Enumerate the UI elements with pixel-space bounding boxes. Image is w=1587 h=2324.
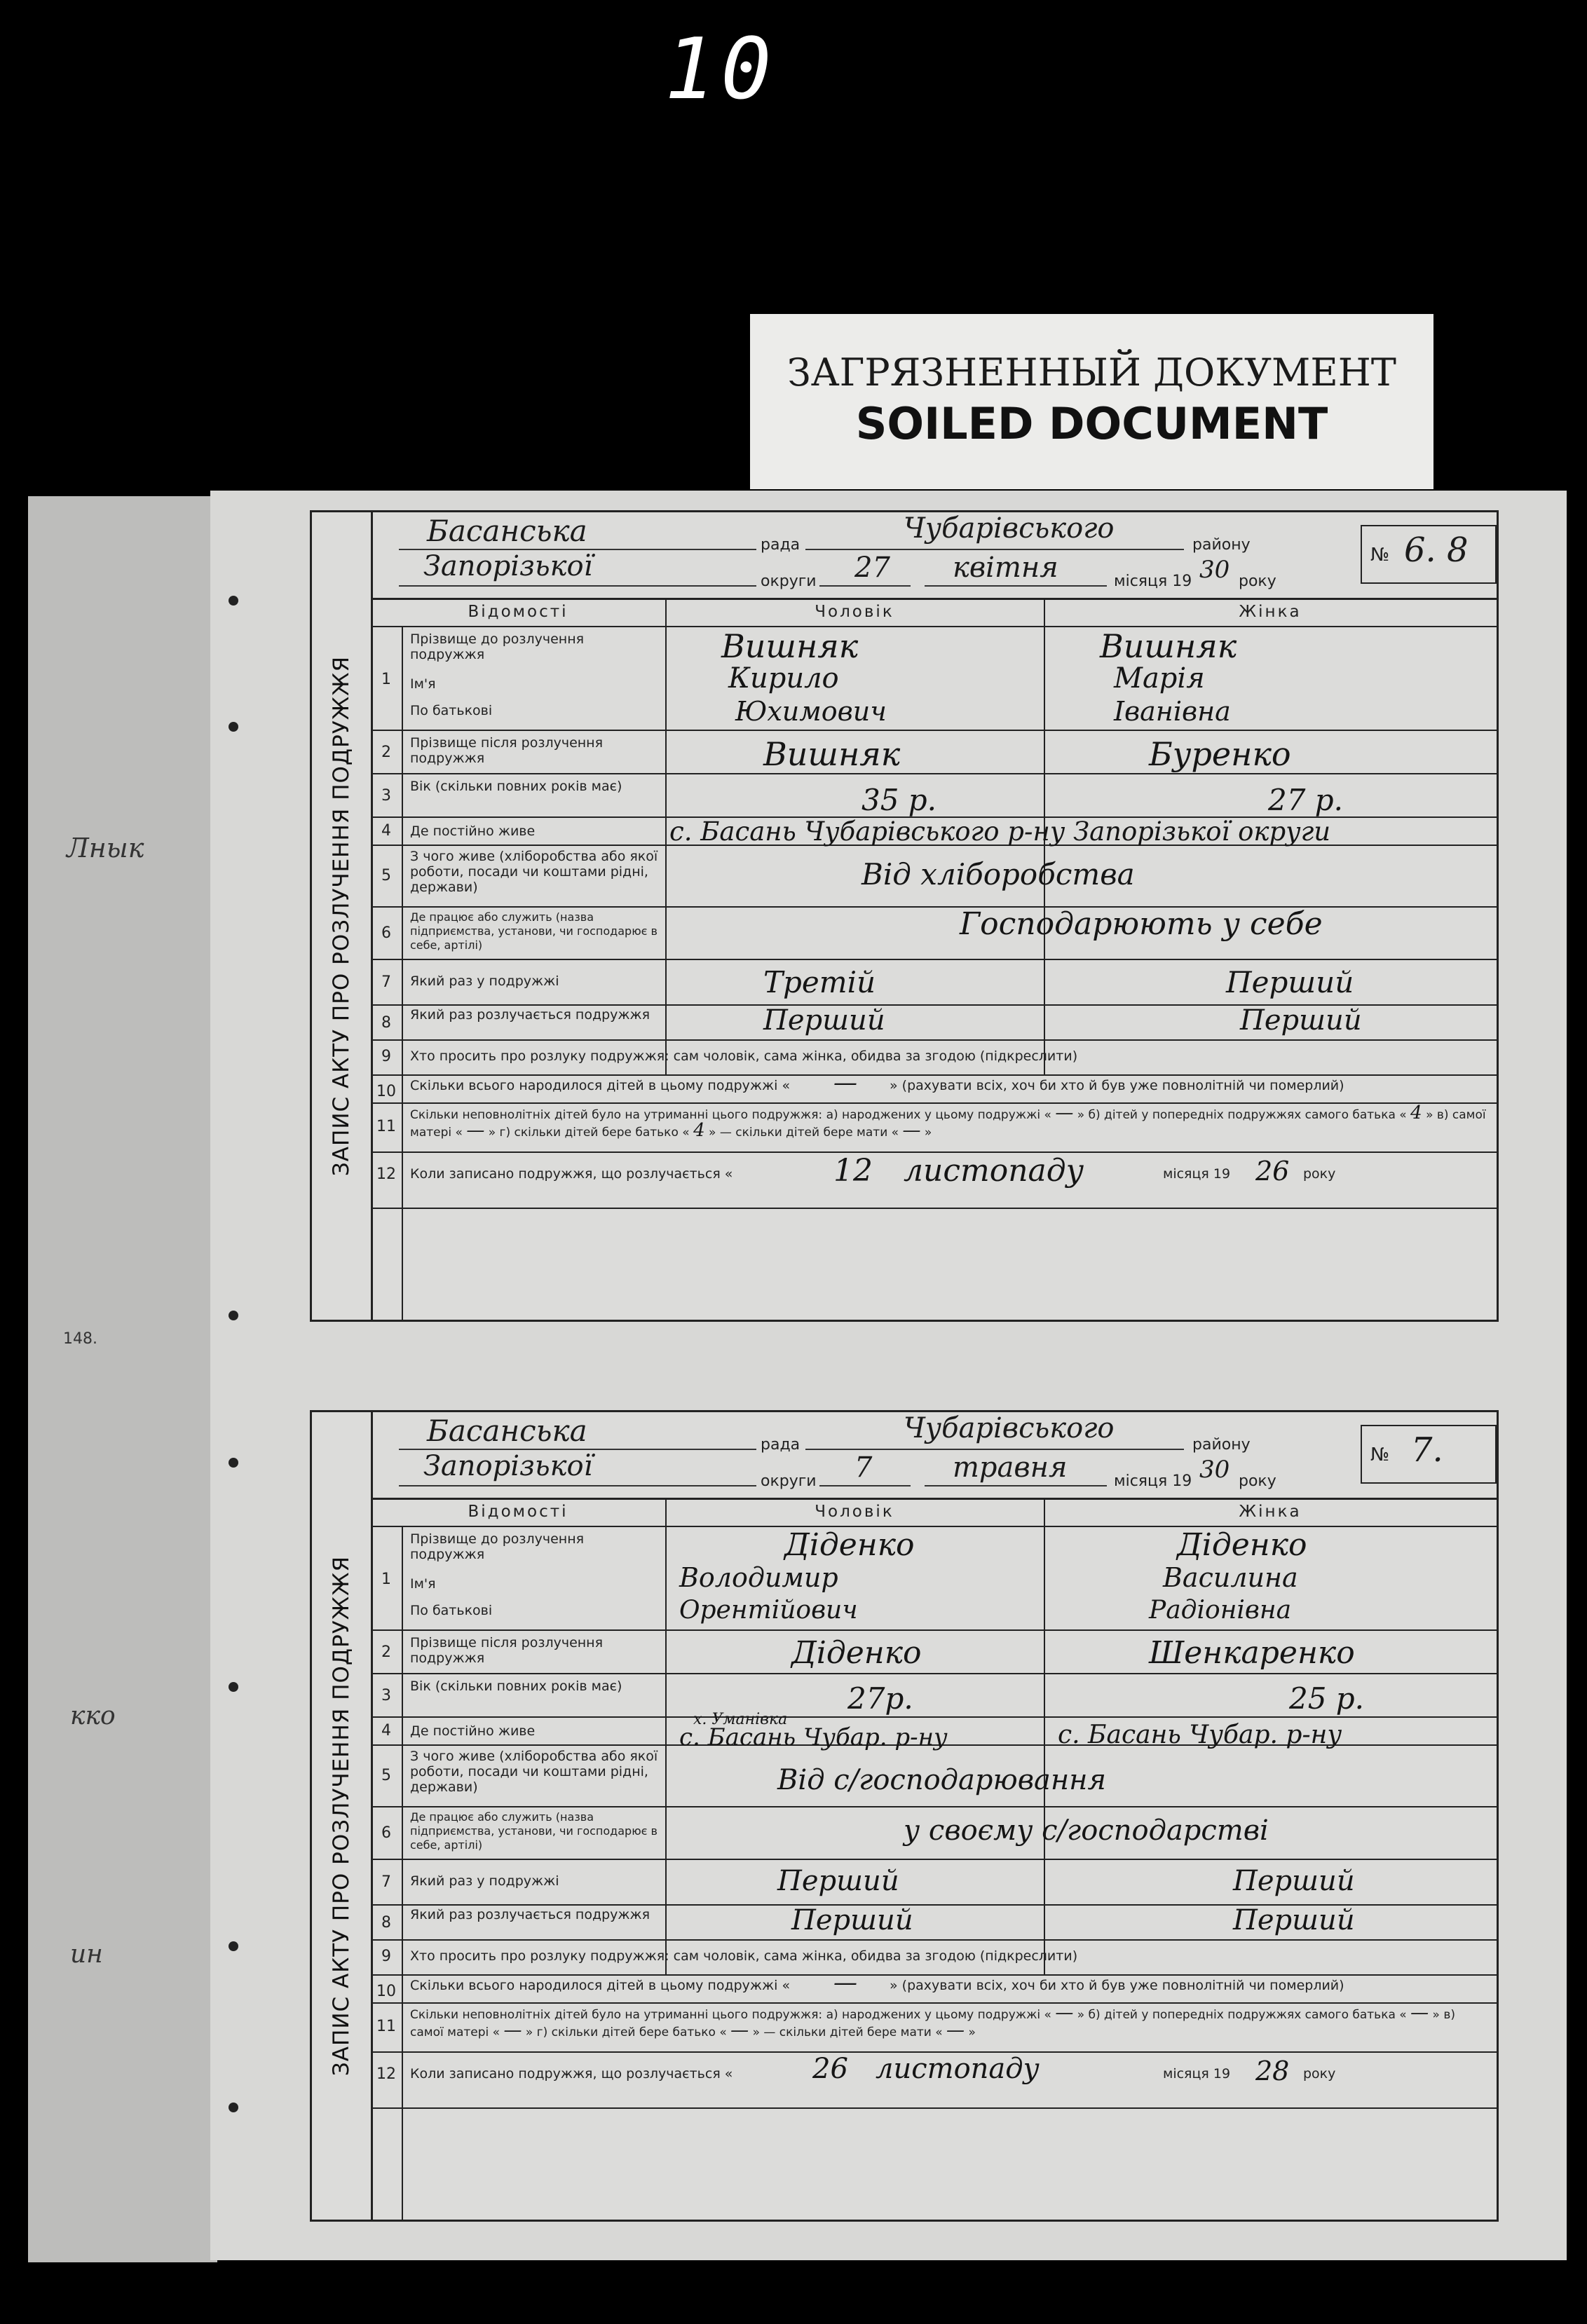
husband-residence: с. Басань Чубар. р-ну	[679, 1723, 948, 1751]
year-value: 30	[1199, 556, 1230, 584]
husband-surname-before: Діденко	[784, 1527, 915, 1563]
wife-times-divorced: Перший	[1240, 1004, 1362, 1037]
husband-age: 35 р.	[861, 783, 937, 817]
children-total: —	[833, 1969, 857, 1997]
wife-surname-before: Вишняк	[1100, 627, 1237, 665]
children-d: 4	[693, 1120, 705, 1141]
okruha-value: Запорізької	[423, 1450, 593, 1482]
children-total: —	[833, 1069, 857, 1097]
recorded-day: 26	[812, 2053, 848, 2085]
record-number: 7.	[1411, 1430, 1443, 1470]
wife-times-married: Перший	[1226, 965, 1354, 999]
children-a: —	[1055, 1102, 1074, 1123]
raion-value: Чубарівського	[904, 512, 1115, 545]
recorded-day: 12	[833, 1153, 873, 1189]
year-value: 30	[1199, 1456, 1230, 1484]
month-value: квітня	[953, 552, 1058, 584]
day-value: 7	[854, 1451, 873, 1484]
record-number-box: № 7.	[1361, 1425, 1497, 1484]
label-english: SOILED DOCUMENT	[855, 398, 1328, 449]
husband-patronymic: Орентійович	[679, 1596, 858, 1625]
recorded-month: листопаду	[876, 2053, 1040, 2085]
wife-name: Марія	[1114, 662, 1205, 695]
record-number-box: № 6. 8	[1361, 525, 1497, 584]
children-c: —	[466, 1120, 485, 1141]
wife-age: 27 р.	[1268, 783, 1344, 817]
wife-surname-before: Діденко	[1177, 1527, 1307, 1563]
day-value: 27	[854, 552, 890, 584]
workplace: у своєму с/господарстві	[904, 1814, 1269, 1847]
okruha-value: Запорізької	[423, 550, 593, 582]
children-e: —	[902, 1120, 921, 1141]
husband-surname-after: Діденко	[791, 1635, 922, 1671]
form-grid: Відомості Чоловік Жінка 1 Прізвище до розлучення подружжя Ім'я По батькові Вишняк Вишняк Кирило Марія Юхимович Іванівна 2 Прізвище після розлучення подружжя Вишняк Буренко 3 Вік (скільки повних років має) 35 р. 27 р. 4 Де постійно живе с. Басань Чубарівського р-ну Запорізької округи 5 З чого живе (хліборобства або якої роботи, посади чи коштами рідні, держави) Від хліборобства 6 Де працює або служить (назва підприємства, установи, чи господарює в себе, артілі) Господарюють у себе 7 Який раз у подружжі Третій Перший 8 Який раз розлучається подружжя Перший Перший 9 Хто просить про розлуку подружжя: сам чоловік, сама жінка, обидва за згодою (підкреслити) 10 Скільки всього народилося дітей в цьому подружжі « — » (рахувати всіх, хоч би хто й був уже повнолітній чи померлий) 11 Скільки неповнолітніх дітей було на утриманні цього подружжя: а) народжених у цьому подружжі « — » б) дітей у попередніх подружжях самого батька « 4 » в) самої матері « — » г) скільки дітей бере батько « 4 » — скільки дітей бере мати « — » 12 Коли записано подружжя, що розлучається « 12 листопаду місяця 19 26 року	[371, 598, 1497, 1320]
record-number: 6. 8	[1404, 531, 1469, 570]
children-d: —	[730, 2020, 749, 2041]
wife-surname-after: Шенкаренко	[1149, 1635, 1355, 1671]
husband-name: Володимир	[679, 1562, 838, 1593]
label-russian: ЗАГРЯЗНЕННЫЙ ДОКУМЕНТ	[787, 350, 1396, 395]
workplace: Господарюють у себе	[960, 906, 1323, 942]
wife-surname-after: Буренко	[1149, 735, 1291, 773]
wife-name: Василина	[1163, 1562, 1298, 1593]
wife-patronymic: Іванівна	[1114, 696, 1231, 727]
residence: с. Басань Чубарівського р-ну Запорізької округи	[669, 816, 1331, 847]
recorded-year: 28	[1255, 2056, 1290, 2086]
register-sheet	[210, 491, 1567, 2260]
page-number: 10	[665, 21, 777, 118]
husband-times-divorced: Перший	[791, 1904, 913, 1936]
husband-patronymic: Юхимович	[735, 696, 887, 727]
left-partial-sheet	[28, 496, 217, 2262]
occupation: Від хліборобства	[861, 857, 1135, 891]
month-value: травня	[953, 1451, 1068, 1484]
wife-times-divorced: Перший	[1233, 1904, 1355, 1936]
recorded-month: листопаду	[904, 1153, 1084, 1189]
rada-value: Басанська	[427, 1414, 587, 1448]
husband-times-divorced: Перший	[763, 1004, 885, 1037]
husband-surname-after: Вишняк	[763, 735, 901, 773]
husband-times-married: Третій	[763, 965, 876, 999]
left-handwriting-1: Лнык	[67, 833, 144, 863]
form-header: Басанська рада Чубарівського району Запорізької округи 7 травня місяця 19 30 року № 7.	[371, 1412, 1497, 1500]
husband-surname-before: Вишняк	[721, 627, 859, 665]
soiled-document-label	[750, 314, 1433, 489]
husband-age: 27р.	[847, 1681, 913, 1716]
occupation: Від с/господарювання	[777, 1764, 1107, 1796]
raion-value: Чубарівського	[904, 1412, 1115, 1444]
wife-age: 25 р.	[1289, 1681, 1365, 1716]
husband-times-married: Перший	[777, 1865, 899, 1897]
children-b: —	[1410, 2002, 1429, 2023]
wife-patronymic: Радіонівна	[1149, 1596, 1292, 1625]
form-side-title: ЗАПИС АКТУ ПРО РОЗЛУЧЕННЯ ПОДРУЖЖЯ	[312, 512, 373, 1320]
left-handwriting-3: ин	[70, 1940, 103, 1969]
binding-holes	[222, 491, 250, 2260]
wife-residence: с. Басань Чубар. р-ну	[1058, 1721, 1342, 1749]
wife-times-married: Перший	[1233, 1865, 1355, 1897]
divorce-record-form-2	[310, 1410, 1499, 2222]
form-side-title: ЗАПИС АКТУ ПРО РОЗЛУЧЕННЯ ПОДРУЖЖЯ	[312, 1412, 373, 2220]
form-header: Басанська рада Чубарівського району Запорізької округи 27 квітня місяця 19 30 року № 6. 8	[371, 512, 1497, 600]
form-grid: Відомості Чоловік Жінка 1 Прізвище до розлучення подружжя Ім'я По батькові Діденко Діденко Володимир Василина Орентійович Радіонівна 2 Прізвище після розлучення подружжя Діденко Шенкаренко 3 Вік (скільки повних років має) 27р. 25 р. 4 Де постійно живе х. Уманівка с. Басань Чубар. р-ну с. Басань Чубар. р-ну 5 З чого живе (хліборобства або якої роботи, посади чи коштами рідні, держави) Від с/господарювання 6 Де працює або служить (назва підприємства, установи, чи господарює в себе, артілі) у своєму с/господарстві 7 Який раз у подружжі Перший Перший 8 Який раз розлучається подружжя Перший Перший 9 Хто просить про розлуку подружжя: сам чоловік, сама жінка, обидва за згодою (підкреслити) 10 Скільки всього народилося дітей в цьому подружжі « — » (рахувати всіх, хоч би хто й був уже повнолітній чи померлий) 11 Скільки неповнолітніх дітей було на утриманні цього подружжя: а) народжених у цьому подружжі « — » б) дітей у попередніх подружжях самого батька « — » в) самої матері « — » г) скільки дітей бере батько « — » — скільки дітей бере мати « — » 12 Коли записано подружжя, що розлучається « 26 листопаду місяця 19 28 року	[371, 1498, 1497, 2220]
children-a: —	[1055, 2002, 1074, 2023]
divorce-record-form-1	[310, 510, 1499, 1322]
rada-value: Басанська	[427, 514, 587, 548]
children-b: 4	[1410, 1102, 1422, 1123]
left-print-mark: 148.	[63, 1330, 97, 1348]
children-e: —	[946, 2020, 965, 2041]
children-c: —	[503, 2020, 522, 2041]
husband-name: Кирило	[728, 662, 839, 695]
husband-residence-note: х. Уманівка	[693, 1711, 788, 1728]
left-handwriting-2: кко	[70, 1702, 116, 1730]
recorded-year: 26	[1255, 1156, 1290, 1187]
